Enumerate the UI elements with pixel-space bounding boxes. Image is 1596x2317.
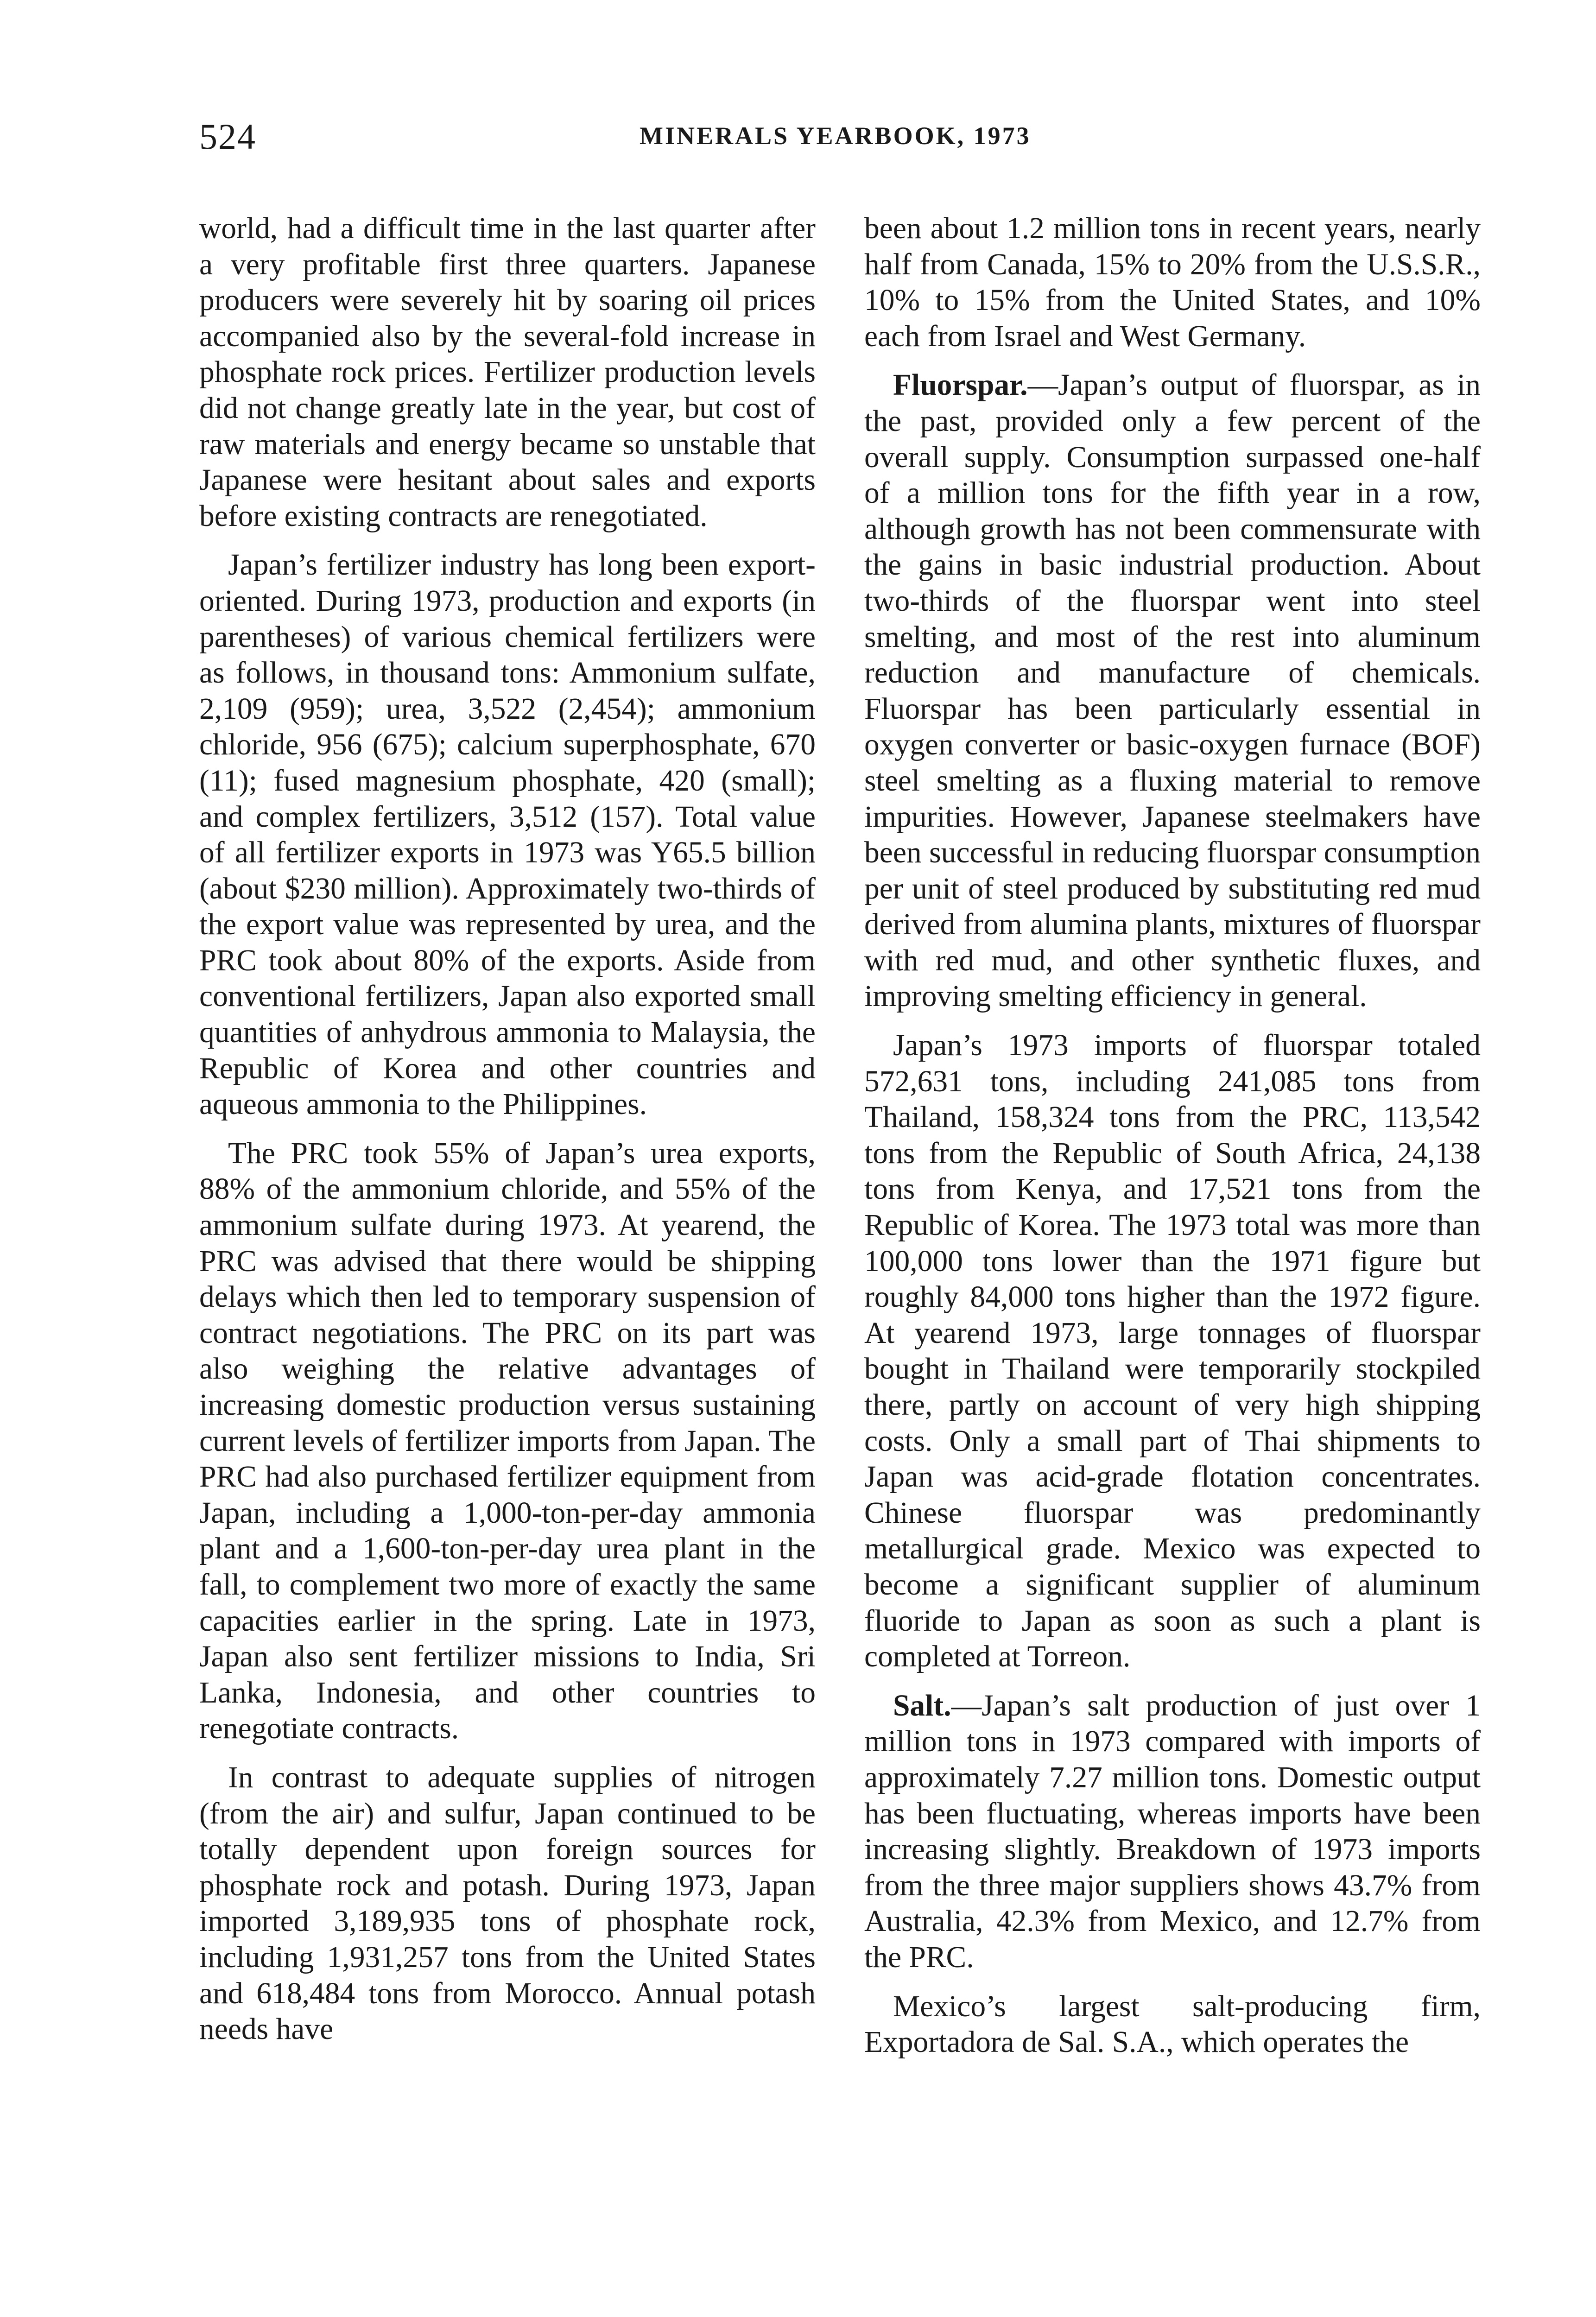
paragraph-prc-imports: The PRC took 55% of Japan’s urea exports, 88% of the ammonium chloride, and 55% of the ammonium sulfate during 1973. At yearend, the PRC was advised that there would be shipping delays which then led to temporary suspension of contract negotiations. The PRC on its part was also weighing the relative advantages of increasing domestic production versus sustaining current levels of fertilizer imports from Japan. The PRC had also purchased fertilizer equipment from Japan, including a 1,000-ton-per-day ammonia plant and a 1,600-ton-per-day urea plant in the fall, to complement two more of exactly the same capacities earlier in the spring. Late in 1973, Japan also sent fertilizer missions to India, Sri Lanka, Indonesia, and other countries to renegotiate contracts. xyxy=(199,1136,816,1746)
paragraph-fluorspar xyxy=(864,367,1481,1015)
page-header xyxy=(0,0,1596,195)
salt-heading: Salt. xyxy=(893,1689,951,1722)
paragraph-fertilizer-market: world, had a difficult time in the last quarter after a very profitable first three quarters. Japanese producers were severely hit by soaring oil prices accompanied also by the several-fold increase in phosphate rock prices. Fertilizer production levels did not change greatly late in the year, but cost of raw materials and energy became so unstable that Japanese were hesitant about sales and exports before existing contracts are renegotiated. xyxy=(199,212,816,533)
paragraph-fertilizer-exports: Japan’s fertilizer industry has long been export-oriented. During 1973, production and exports (in parentheses) of various chemical fertilizers were as follows, in thousand tons: Ammonium sulfate, 2,109 (959); urea, 3,522 (2,454); ammonium chloride, 956 (675); calcium superphosphate, 670 (11); fused magnesium phosphate, 420 (small); and complex fertilizers, 3,512 (157). Total value of all fertilizer exports in 1973 was Y65.5 billion (about $230 million). Approximately two-thirds of the export value was represented by urea, and the PRC took about 80% of the exports. Aside from conventional fertilizers, Japan also exported small quantities of anhydrous ammonia to Malaysia, the Republic of Korea and other countries and aqueous ammonia to the Philippines. xyxy=(199,548,816,1121)
right-column xyxy=(864,211,1481,2074)
page-number: 524 xyxy=(199,116,256,157)
paragraph-fluorspar-imports: Japan’s 1973 imports of fluorspar totaled 572,631 tons, including 241,085 tons from Thailand, 158,324 tons from the PRC, 113,542 tons from the Republic of South Africa, 24,138 tons from Kenya, and 17,521 tons from the Republic of Korea. The 1973 total was more than 100,000 tons lower than the 1971 figure but roughly 84,000 tons higher than the 1972 figure. At yearend 1973, large tonnages of fluorspar bought in Thailand were temporarily stockpiled there, partly on account of very high shipping costs. Only a small part of Thai shipments to Japan was acid-grade flotation concentrates. Chinese fluorspar was predominantly metallurgical grade. Mexico was expected to become a significant supplier of aluminum fluoride to Japan as soon as such a plant is completed at Torreon. xyxy=(864,1029,1481,1674)
paragraph-phosphate-potash: In contrast to adequate supplies of nitrogen (from the air) and sulfur, Japan continued to be totally dependent upon foreign sources for phosphate rock and potash. During 1973, Japan imported 3,189,935 tons of phosphate rock, including 1,931,257 tons from the United States and 618,484 tons from Morocco. Annual potash needs have xyxy=(199,1760,816,2046)
paragraph-potash-sources: been about 1.2 million tons in recent years, nearly half from Canada, 15% to 20% from the U.S.S.R., 10% to 15% from the United States, and 10% each from Israel and West Germany. xyxy=(864,212,1481,353)
fluorspar-heading: Fluorspar. xyxy=(893,368,1028,402)
paragraph-mexico-salt: Mexico’s largest salt-producing firm, Exportadora de Sal. S.A., which operates the xyxy=(864,1989,1481,2059)
paragraph-salt xyxy=(864,1688,1481,1976)
salt-body: —Japan’s salt production of just over 1 million tons in 1973 compared with imports of approximately 7.27 million tons. Domestic output has been fluctuating, whereas imports have been increasing slightly. Breakdown of 1973 imports from the three major suppliers shows 43.7% from Australia, 42.3% from Mexico, and 12.7% from the PRC. xyxy=(864,1689,1481,1974)
left-column xyxy=(199,211,816,2061)
running-title: MINERALS YEARBOOK, 1973 xyxy=(640,122,1031,150)
fluorspar-body: —Japan’s output of fluorspar, as in the past, provided only a few percent of the overall supply. Consumption surpassed one-half of a million tons for the fifth year in a row, although growth has not been commensurate with the gains in basic industrial production. About two-thirds of the fluorspar went into steel smelting, and most of the rest into aluminum reduction and manufacture of chemicals. Fluorspar has been particularly essential in oxygen converter or basic-oxygen furnace (BOF) steel smelting as a fluxing material to remove impurities. However, Japanese steelmakers have been successful in reducing fluorspar consumption per unit of steel produced by substituting red mud derived from alumina plants, mixtures of fluorspar with red mud, and other synthetic fluxes, and improving smelting efficiency in general. xyxy=(864,368,1481,1013)
